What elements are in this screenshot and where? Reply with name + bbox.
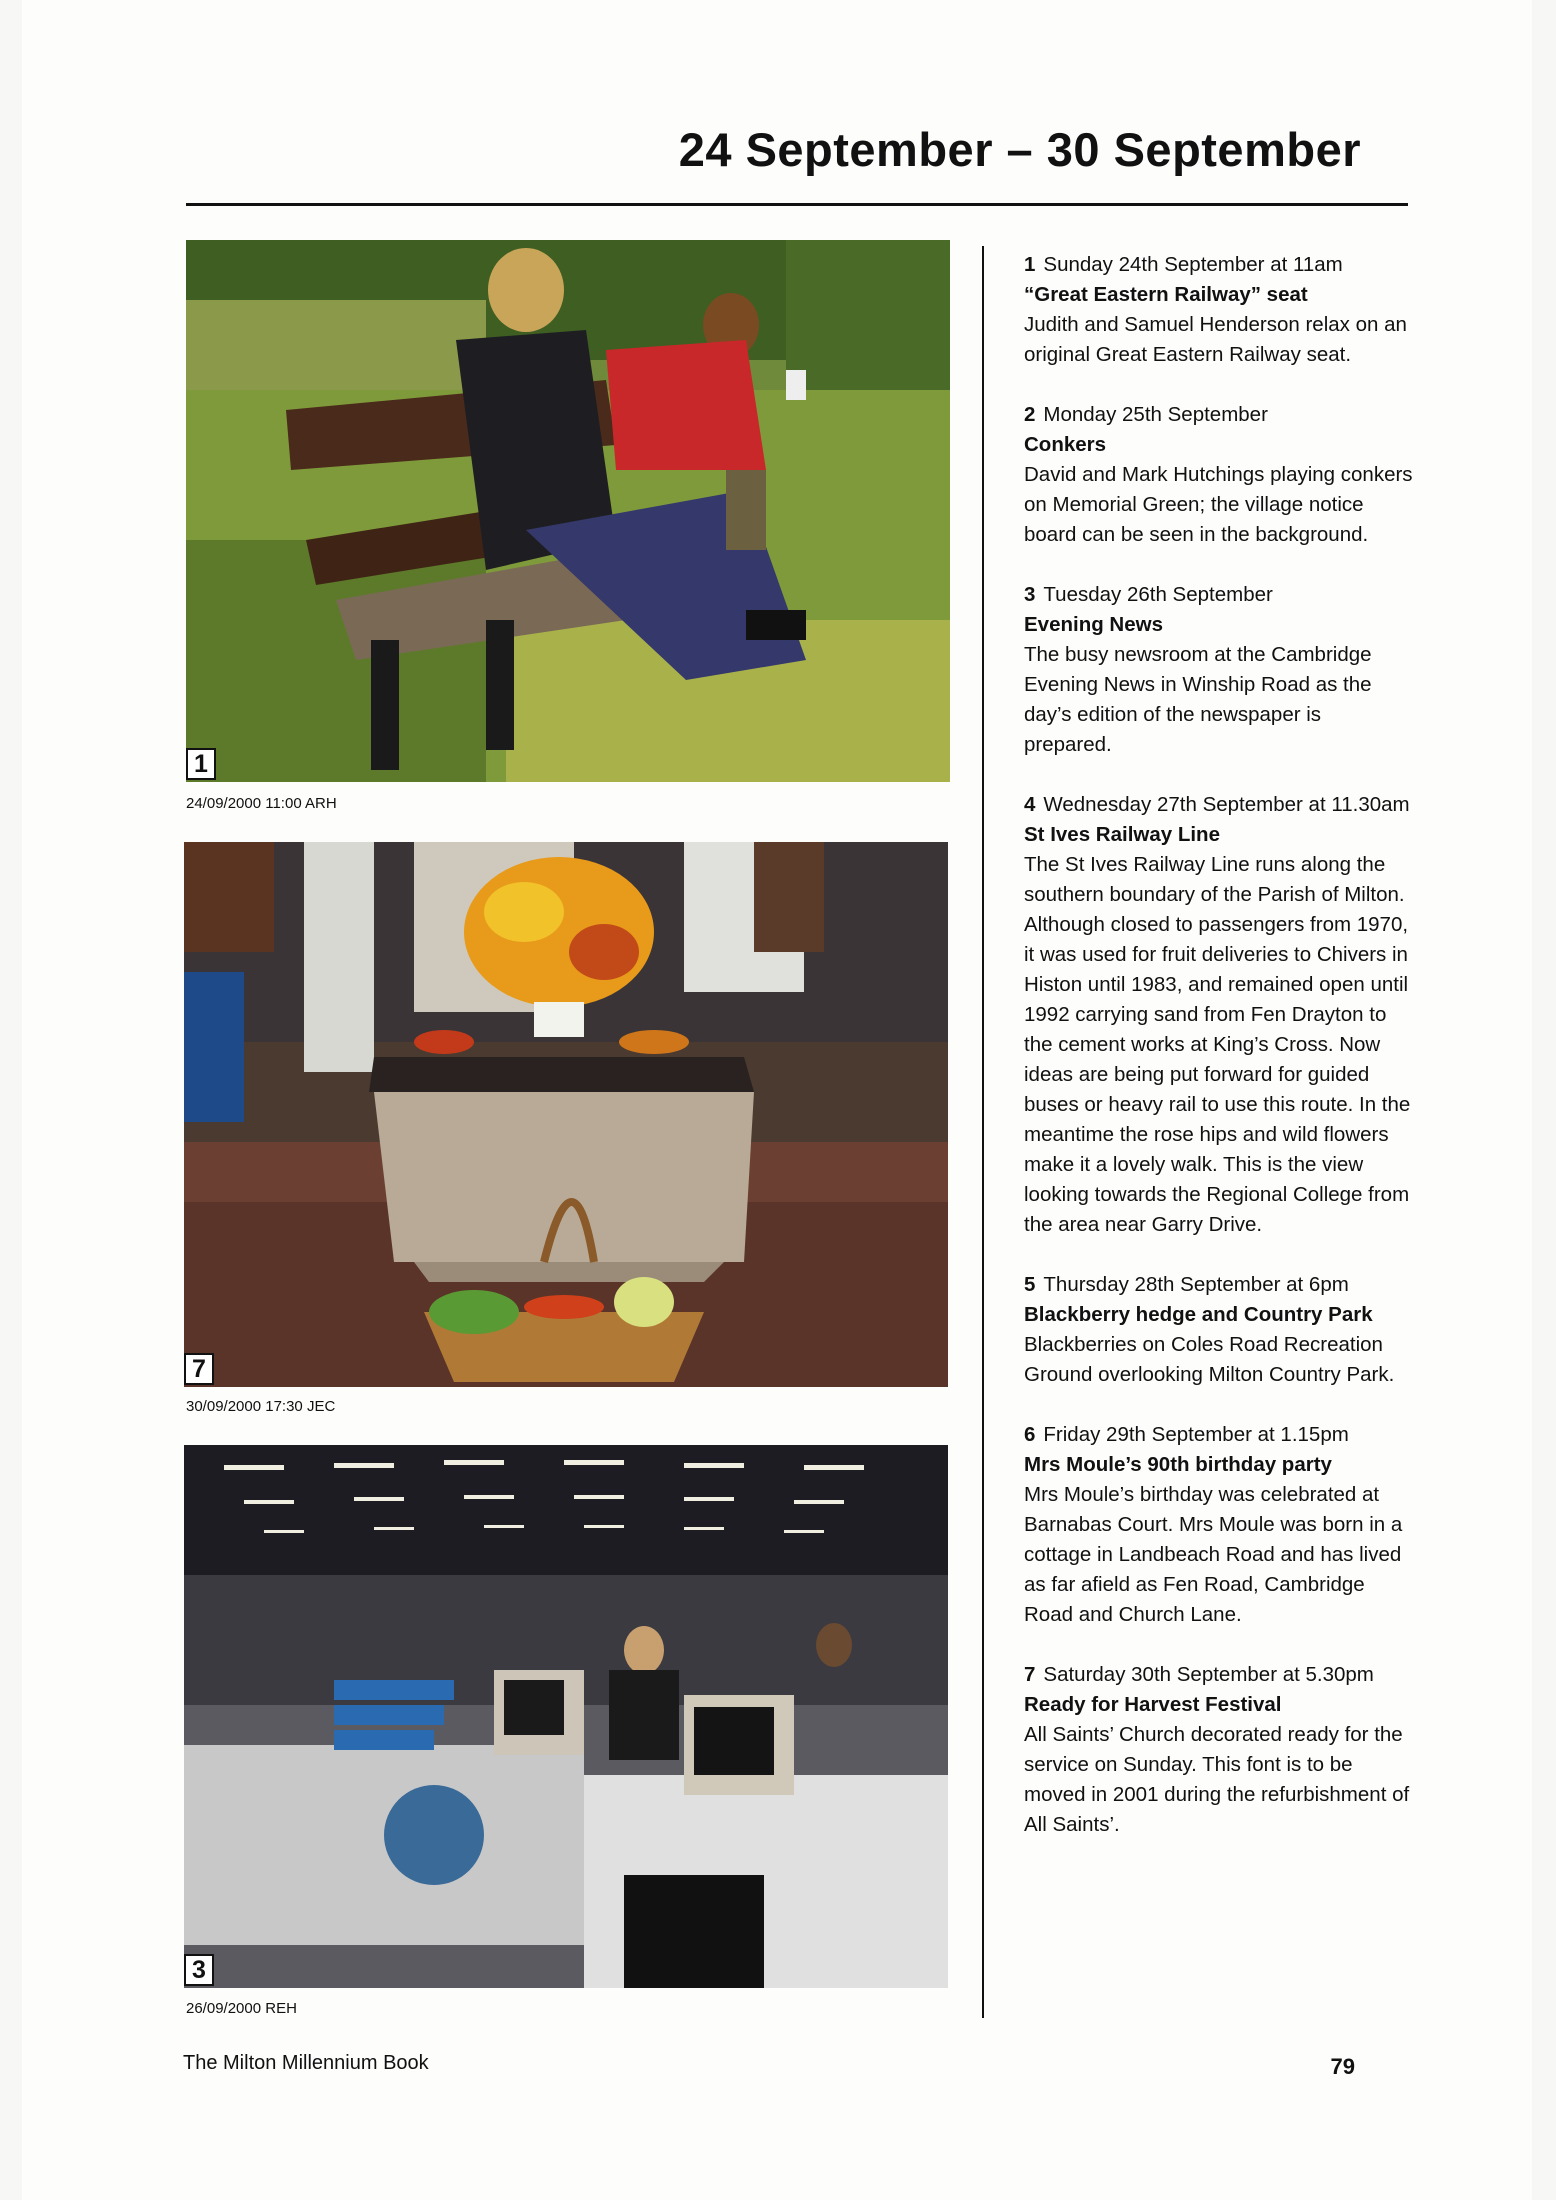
photo-church-font bbox=[184, 842, 948, 1387]
entry-number: 6 bbox=[1024, 1423, 1036, 1446]
column-rule bbox=[982, 246, 984, 2018]
entry-body: David and Mark Hutchings playing conkers on Memorial Green; the village notice board can be seen in the background. bbox=[1024, 463, 1413, 546]
photo-caption: 24/09/2000 11:00 ARH bbox=[186, 795, 337, 812]
entry-head bbox=[1024, 400, 1414, 430]
entry-head bbox=[1024, 790, 1414, 820]
entry bbox=[1024, 790, 1414, 1240]
entry-number: 1 bbox=[1024, 253, 1036, 276]
entry-head bbox=[1024, 1660, 1414, 1690]
entry bbox=[1024, 1420, 1414, 1630]
entry bbox=[1024, 1270, 1414, 1390]
page-title: 24 September – 30 September bbox=[678, 123, 1361, 176]
entry-body: The busy newsroom at the Cambridge Evening News in Winship Road as the day’s edition of the newspaper is prepared. bbox=[1024, 643, 1372, 756]
entry-title: Mrs Moule’s 90th birthday party bbox=[1024, 1453, 1332, 1476]
church-photo-illustration bbox=[184, 842, 948, 1387]
title-rule bbox=[186, 203, 1408, 206]
entries-list bbox=[1024, 250, 1414, 1870]
entry-when: Wednesday 27th September at 11.30am bbox=[1043, 793, 1410, 816]
page bbox=[22, 0, 1532, 2200]
photo-bench bbox=[186, 240, 950, 782]
bench-photo-illustration bbox=[186, 240, 950, 782]
entry-title: St Ives Railway Line bbox=[1024, 823, 1220, 846]
photo-number-badge: 3 bbox=[184, 1954, 214, 1986]
entry bbox=[1024, 250, 1414, 370]
entry-head bbox=[1024, 250, 1414, 280]
entry-title: Evening News bbox=[1024, 613, 1163, 636]
entry bbox=[1024, 1660, 1414, 1840]
entry-when: Sunday 24th September at 11am bbox=[1043, 253, 1343, 276]
entry bbox=[1024, 580, 1414, 760]
photo-newsroom bbox=[184, 1445, 948, 1988]
entry-when: Tuesday 26th September bbox=[1043, 583, 1273, 606]
footer-book-title: The Milton Millennium Book bbox=[183, 2052, 429, 2074]
entry-when: Friday 29th September at 1.15pm bbox=[1043, 1423, 1349, 1446]
entry-body: All Saints’ Church decorated ready for the service on Sunday. This font is to be moved in 2001 during the refurbishment of All Saints’. bbox=[1024, 1723, 1410, 1836]
entry-head bbox=[1024, 1270, 1414, 1300]
entry-body: Blackberries on Coles Road Recreation Ground overlooking Milton Country Park. bbox=[1024, 1333, 1395, 1386]
entry-head bbox=[1024, 580, 1414, 610]
entry-title: Conkers bbox=[1024, 433, 1107, 456]
photo-caption: 26/09/2000 REH bbox=[186, 2000, 297, 2017]
newsroom-photo-illustration bbox=[184, 1445, 948, 1988]
entry-number: 4 bbox=[1024, 793, 1036, 816]
entry-title: Blackberry hedge and Country Park bbox=[1024, 1303, 1373, 1326]
entry-when: Saturday 30th September at 5.30pm bbox=[1043, 1663, 1374, 1686]
entry-title: “Great Eastern Railway” seat bbox=[1024, 283, 1308, 306]
entry-title: Ready for Harvest Festival bbox=[1024, 1693, 1282, 1716]
entry-body: The St Ives Railway Line runs along the southern boundary of the Parish of Milton. Although closed to passengers from 1970, it was used for fruit deliveries to Chivers in Histon until 1983, and remained open until 1992 carrying sand from Fen Drayton to the cement works at King’s Cross. Now ideas are being put forward for guided buses or heavy rail to use this route. In the meantime the rose hips and wild flowers make it a lovely walk. This is the view looking towards the Regional College from the area near Garry Drive. bbox=[1024, 853, 1411, 1236]
entry-when: Monday 25th September bbox=[1043, 403, 1268, 426]
entry-body: Judith and Samuel Henderson relax on an original Great Eastern Railway seat. bbox=[1024, 313, 1407, 366]
entry-head bbox=[1024, 1420, 1414, 1450]
page-number: 79 bbox=[1330, 2054, 1355, 2079]
photo-number-badge: 7 bbox=[184, 1353, 214, 1385]
entry-number: 3 bbox=[1024, 583, 1036, 606]
entry-number: 2 bbox=[1024, 403, 1036, 426]
entry-when: Thursday 28th September at 6pm bbox=[1043, 1273, 1349, 1296]
entry bbox=[1024, 400, 1414, 550]
entry-number: 7 bbox=[1024, 1663, 1036, 1686]
photo-number-badge: 1 bbox=[186, 748, 216, 780]
entry-body: Mrs Moule’s birthday was celebrated at Barnabas Court. Mrs Moule was born in a cottage in Landbeach Road and has lived as far afield as Fen Road, Cambridge Road and Church Lane. bbox=[1024, 1483, 1403, 1626]
entry-number: 5 bbox=[1024, 1273, 1036, 1296]
photo-caption: 30/09/2000 17:30 JEC bbox=[186, 1398, 336, 1415]
